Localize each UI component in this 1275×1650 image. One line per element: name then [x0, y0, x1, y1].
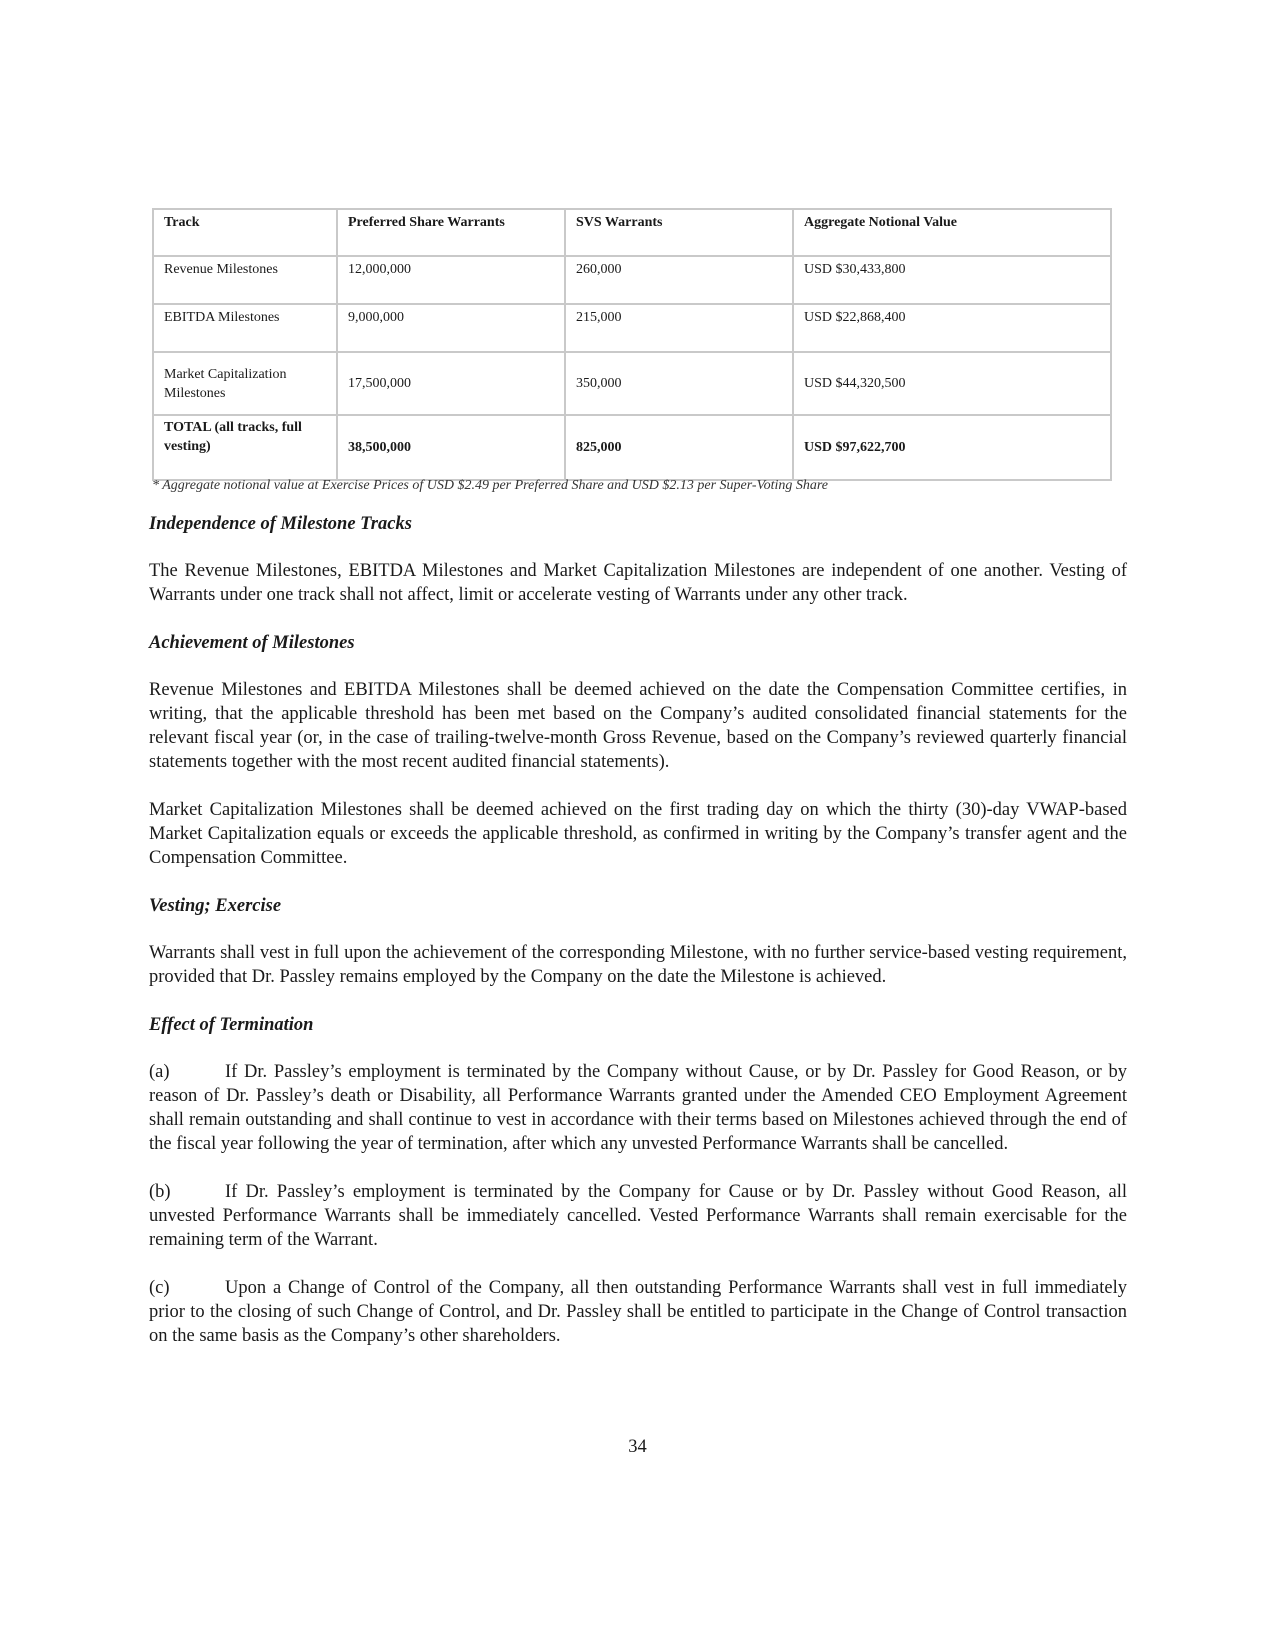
table-row [153, 304, 1111, 352]
cell-track: Revenue Milestones [153, 256, 337, 304]
paragraph: Market Capitalization Milestones shall be deemed achieved on the first trading day on which the thirty (30)-day VWAP-based Market Capitalization equals or exceeds the applicable threshold, as confirmed in writing by the Company’s transfer agent and the Compensation Committee. [149, 800, 1127, 868]
item-label: (b) [149, 1182, 171, 1202]
header-preferred-share-warrants: Preferred Share Warrants [337, 209, 565, 256]
cell-svs-warrants: 350,000 [565, 352, 793, 415]
total-aggregate-notional-value: USD $97,622,700 [793, 415, 1111, 480]
cell-aggregate-notional-value: USD $22,868,400 [793, 304, 1111, 352]
header-svs-warrants: SVS Warrants [565, 209, 793, 256]
item-text: If Dr. Passley’s employment is terminated by the Company for Cause or by Dr. Passley without Good Reason, all unvested Performance Warrants shall be immediately cancelled. Vested Performance Warrants shall remain exercisable for the remaining term of the Warrant. [149, 1182, 1127, 1250]
item-text: If Dr. Passley’s employment is terminated by the Company without Cause, or by Dr. Passley for Good Reason, or by reason of Dr. Passley’s death or Disability, all Performance Warrants granted under the Amended CEO Employment Agreement shall remain outstanding and shall continue to vest in accordance with their terms based on Milestones achieved through the end of the fiscal year following the year of termination, after which any unvested Performance Warrants shall be cancelled. [149, 1062, 1127, 1154]
table-row [153, 352, 1111, 415]
cell-aggregate-notional-value: USD $44,320,500 [793, 352, 1111, 415]
cell-aggregate-notional-value: USD $30,433,800 [793, 256, 1111, 304]
total-preferred-share-warrants: 38,500,000 [337, 415, 565, 480]
section-heading: Independence of Milestone Tracks [149, 514, 412, 534]
item-label: (c) [149, 1278, 170, 1298]
document-body [149, 506, 1127, 1372]
header-track: Track [153, 209, 337, 256]
cell-preferred-share-warrants: 9,000,000 [337, 304, 565, 352]
list-item [149, 1060, 1127, 1156]
header-aggregate-notional-value: Aggregate Notional Value [793, 209, 1111, 256]
table-footnote: * Aggregate notional value at Exercise Prices of USD $2.49 per Preferred Share and USD $2.13 per Super-Voting Share [152, 478, 829, 493]
cell-preferred-share-warrants: 12,000,000 [337, 256, 565, 304]
paragraph: The Revenue Milestones, EBITDA Milestones and Market Capitalization Milestones are independent of one another. Vesting of Warrants under one track shall not affect, limit or accelerate vesting of Warrants under any other track. [149, 561, 1127, 605]
page-number: 34 [628, 1437, 647, 1457]
table-header-row [153, 209, 1111, 256]
list-item [149, 1180, 1127, 1252]
cell-track: EBITDA Milestones [153, 304, 337, 352]
total-svs-warrants: 825,000 [565, 415, 793, 480]
item-text: Upon a Change of Control of the Company, all then outstanding Performance Warrants shall vest in full immediately prior to the closing of such Change of Control, and Dr. Passley shall be entitled to participate in the Change of Control transaction on the same basis as the Company’s other shareholders. [149, 1278, 1127, 1346]
paragraph: Revenue Milestones and EBITDA Milestones shall be deemed achieved on the date the Compensation Committee certifies, in writing, that the applicable threshold has been met based on the Company’s audited consolidated financial statements for the relevant fiscal year (or, in the case of trailing-twelve-month Gross Revenue, based on the Company’s reviewed quarterly financial statements together with the most recent audited financial statements). [149, 680, 1127, 772]
cell-preferred-share-warrants: 17,500,000 [337, 352, 565, 415]
table-row [153, 256, 1111, 304]
item-label: (a) [149, 1062, 170, 1082]
cell-svs-warrants: 260,000 [565, 256, 793, 304]
section-heading: Achievement of Milestones [149, 633, 355, 653]
paragraph: Warrants shall vest in full upon the achievement of the corresponding Milestone, with no further service-based vesting requirement, provided that Dr. Passley remains employed by the Company on the date the Milestone is achieved. [149, 943, 1127, 987]
total-label: TOTAL (all tracks, full vesting) [153, 415, 337, 480]
cell-svs-warrants: 215,000 [565, 304, 793, 352]
cell-track: Market Capitalization Milestones [153, 352, 337, 415]
section-heading: Effect of Termination [149, 1015, 314, 1035]
list-item [149, 1276, 1127, 1348]
table-total-row [153, 415, 1111, 480]
warrants-table [152, 208, 1112, 481]
section-heading: Vesting; Exercise [149, 896, 282, 916]
